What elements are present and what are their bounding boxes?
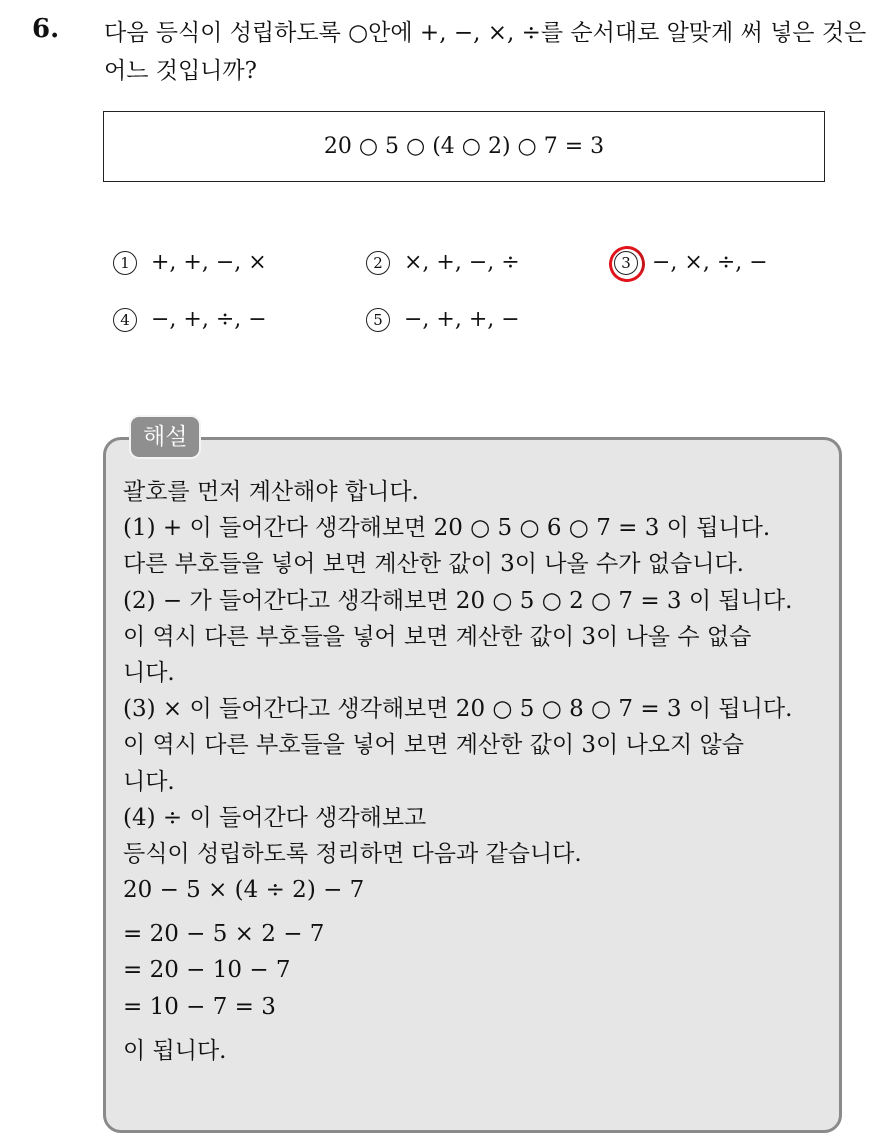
equation: 20 ○ 5 ○ (4 ○ 2) ○ 7 = 3 xyxy=(323,134,605,159)
explanation-line: 괄호를 먼저 계산해야 합니다. xyxy=(123,479,419,505)
explanation-line: 이 역시 다른 부호들을 넣어 보면 계산한 값이 3이 나오지 않습 xyxy=(123,732,744,759)
explanation-line: = 10 − 7 = 3 xyxy=(123,993,276,1020)
choice-text-1: +, +, −, × xyxy=(151,250,267,275)
explanation-line: (3) × 이 들어간다고 생각해보면 20 ○ 5 ○ 8 ○ 7 = 3 이 됩니다. xyxy=(123,696,793,723)
explanation-line: 니다. xyxy=(123,659,175,686)
choice-number-1: 1 xyxy=(113,251,137,275)
explanation-line: (1) + 이 들어간다 생각해보면 20 ○ 5 ○ 6 ○ 7 = 3 이 됩니다. xyxy=(123,515,771,542)
explanation-line: (4) ÷ 이 들어간다 생각해보고 xyxy=(123,804,427,831)
choice-number-5: 5 xyxy=(366,308,390,332)
explanation-tab: 해설 xyxy=(129,415,201,459)
choice-3[interactable] xyxy=(614,250,768,275)
answer-mark-icon xyxy=(605,241,649,285)
explanation-line: 20 − 5 × (4 ÷ 2) − 7 xyxy=(123,877,365,904)
choice-4[interactable] xyxy=(113,307,267,332)
choice-text-3: −, ×, ÷, − xyxy=(652,250,768,275)
choice-1[interactable] xyxy=(113,250,267,275)
explanation-line: 니다. xyxy=(123,768,175,795)
explanation-line: = 20 − 10 − 7 xyxy=(123,957,291,984)
choice-text-5: −, +, +, − xyxy=(404,307,520,332)
explanation-line: 다른 부호들을 넣어 보면 계산한 값이 3이 나올 수가 없습니다. xyxy=(123,551,744,578)
choice-number-4: 4 xyxy=(113,308,137,332)
choice-number-3 xyxy=(614,251,638,275)
explanation-line: (2) − 가 들어간다고 생각해보면 20 ○ 5 ○ 2 ○ 7 = 3 이 됩니다. xyxy=(123,587,793,614)
explanation-text xyxy=(123,474,833,1069)
question-text: 다음 등식이 성립하도록 ○안에 +, −, ×, ÷를 순서대로 알맞게 써 넣은 것은 어느 것입니까? xyxy=(104,20,867,84)
explanation-line: 이 됩니다. xyxy=(123,1037,227,1064)
choice-number-3-label: 3 xyxy=(621,253,631,272)
explanation-line: 이 역시 다른 부호들을 넣어 보면 계산한 값이 3이 나올 수 없습 xyxy=(123,623,752,650)
choice-2[interactable] xyxy=(366,250,520,275)
equation-box xyxy=(103,111,825,182)
choice-text-4: −, +, ÷, − xyxy=(151,307,267,332)
choice-5[interactable] xyxy=(366,307,520,332)
explanation-line: = 20 − 5 × 2 − 7 xyxy=(123,921,325,948)
explanation-line: 등식이 성립하도록 정리하면 다음과 같습니다. xyxy=(123,840,582,867)
choice-number-2: 2 xyxy=(366,251,390,275)
choice-text-2: ×, +, −, ÷ xyxy=(404,250,520,275)
question-number: 6. xyxy=(32,14,60,44)
